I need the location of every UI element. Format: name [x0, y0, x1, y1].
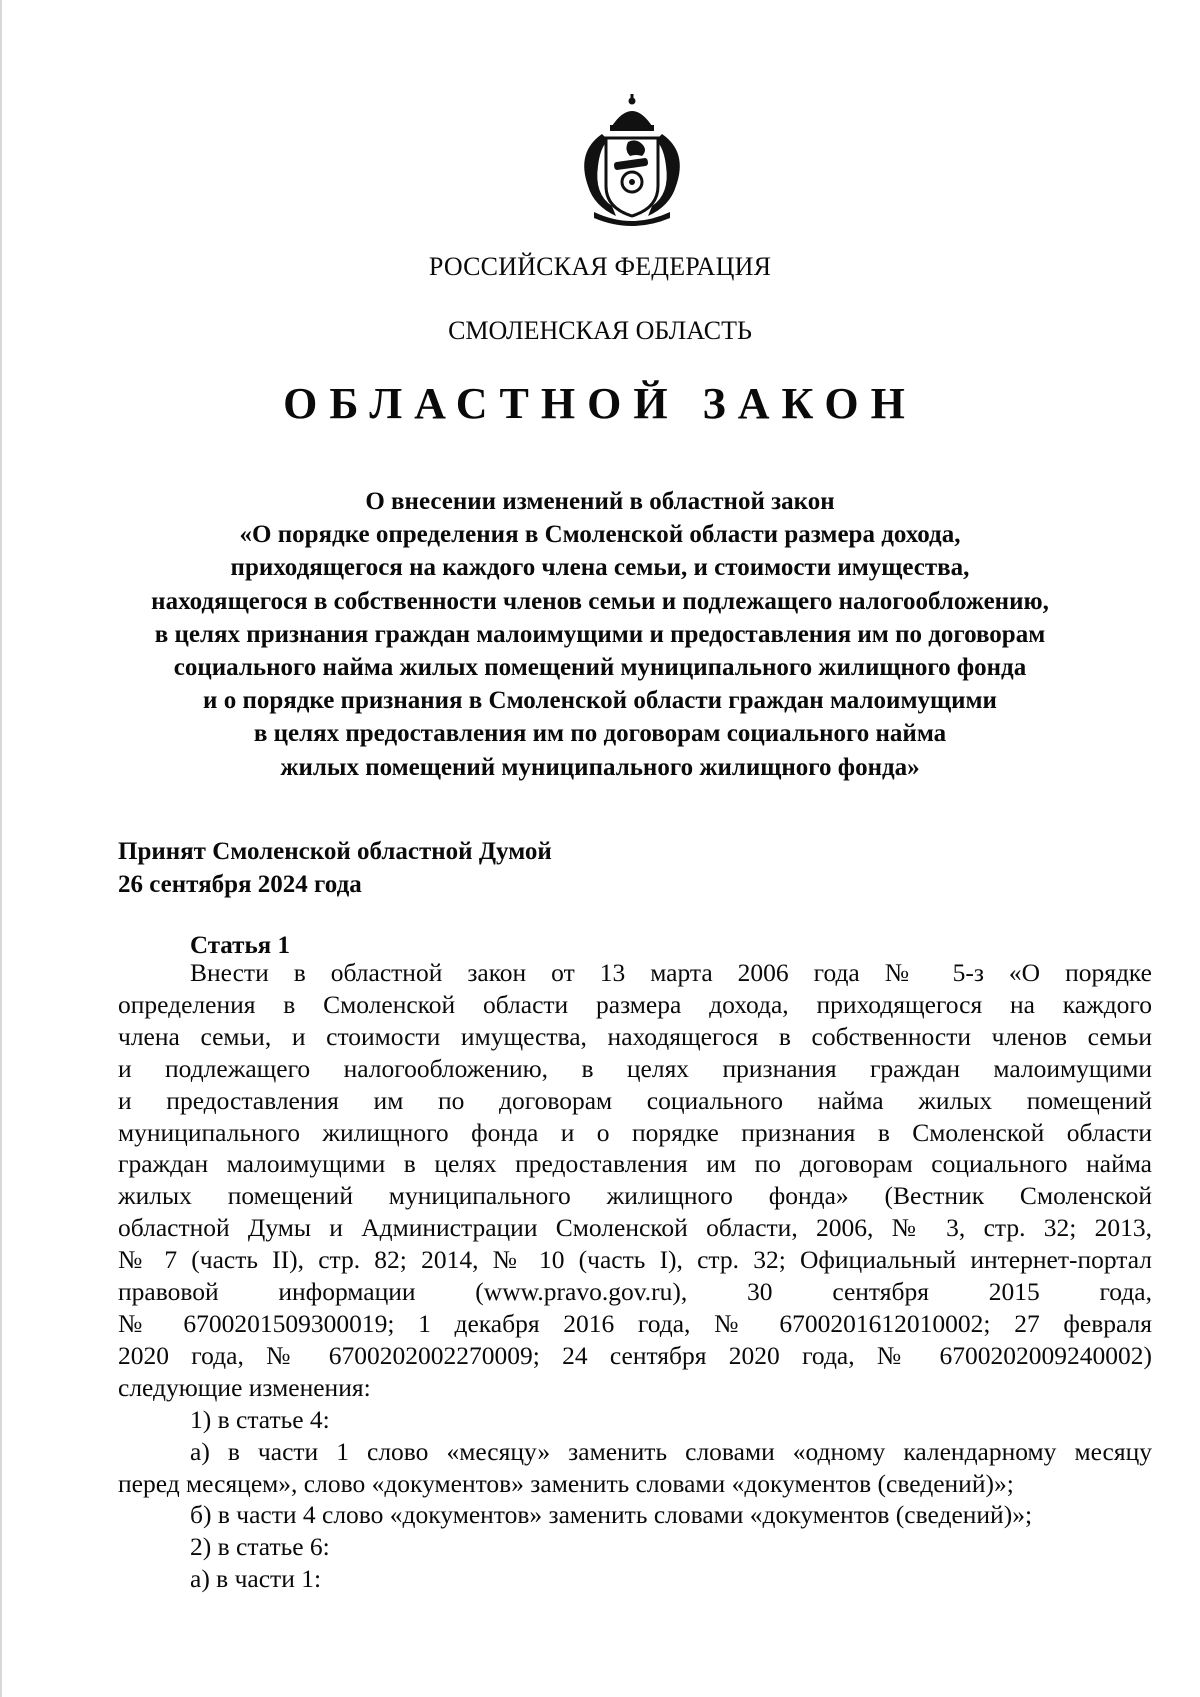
law-title-line: находящегося в собственности членов семьи и подлежащего налогообложению, — [151, 587, 1049, 615]
law-title-line: и о порядке признания в Смоленской области граждан малоимущими — [203, 687, 997, 715]
paragraph-line: Внести в областной закон от 13 марта 2006 года № 5-з «О порядке — [190, 958, 1152, 987]
adoption-note — [118, 835, 552, 901]
law-title-line: «О порядке определения в Смоленской области размера дохода, — [239, 521, 961, 549]
region-name: СМОЛЕНСКАЯ ОБЛАСТЬ — [448, 316, 752, 345]
law-title-line: в целях признания граждан малоимущими и предоставления им по договорам — [154, 620, 1046, 648]
law-title-line: в целях предоставления им по договорам социального найма — [253, 720, 947, 748]
paragraph-line: и подлежащего налогообложению, в целях признания граждан малоимущими — [118, 1053, 1152, 1083]
smolensk-coat-of-arms-icon — [572, 94, 692, 229]
document-type-heading: ОБЛАСТНОЙ ЗАКОН — [283, 379, 917, 428]
paragraph-line: муниципального жилищного фонда и о порядке признания в Смоленской области — [118, 1117, 1152, 1147]
paragraph-line: областной Думы и Администрации Смоленской области, 2006, № 3, стр. 32; 2013, — [118, 1213, 1152, 1243]
country-name: РОССИЙСКАЯ ФЕДЕРАЦИЯ — [428, 252, 772, 281]
amendment-item: а) в части 1 слово «месяцу» заменить словами «одному календарному месяцу — [190, 1436, 1152, 1466]
paragraph-line: определения в Смоленской области размера дохода, приходящегося на каждого — [118, 989, 1152, 1019]
law-title — [100, 485, 1100, 784]
paragraph-line: правовой информации (www.pravo.gov.ru), 30 сентября 2015 года, — [118, 1277, 1152, 1307]
amendment-item: а) в части 1: — [190, 1564, 322, 1594]
paragraph-line: и предоставления им по договорам социального найма жилых помещений — [118, 1085, 1152, 1115]
paragraph-line: № 6700201509300019; 1 декабря 2016 года, № 6700201612010002; 27 февраля — [118, 1308, 1152, 1338]
paragraph-line: следующие изменения: — [118, 1372, 371, 1402]
amendment-item: 1) в статье 4: — [190, 1404, 330, 1434]
paragraph-line: № 7 (часть II), стр. 82; 2014, № 10 (часть I), стр. 32; Официальный интернет-портал — [118, 1245, 1152, 1275]
adoption-date: 26 сентября 2024 года — [118, 871, 362, 898]
amendment-item: 2) в статье 6: — [190, 1532, 330, 1562]
paragraph-line: члена семьи, и стоимости имущества, находящегося в собственности членов семьи — [118, 1021, 1152, 1051]
amendment-item: б) в части 4 слово «документов» заменить словами «документов (сведений)»; — [190, 1500, 1033, 1530]
law-title-line: приходящегося на каждого члена семьи, и стоимости имущества, — [230, 554, 970, 582]
paragraph-line: жилых помещений муниципального жилищного фонда» (Вестник Смоленской — [118, 1181, 1152, 1211]
law-title-line: О внесении изменений в областной закон — [365, 488, 835, 515]
amendment-item: перед месяцем», слово «документов» заменить словами «документов (сведений)»; — [118, 1468, 1014, 1498]
article-body — [118, 957, 1152, 1595]
adoption-body: Принят Смоленской областной Думой — [118, 838, 552, 865]
paragraph-line: граждан малоимущими в целях предоставления им по договорам социального найма — [118, 1149, 1152, 1179]
paragraph-line: 2020 года, № 6700202002270009; 24 сентября 2020 года, № 6700202009240002) — [118, 1340, 1152, 1370]
law-title-line: социального найма жилых помещений муниципального жилищного фонда — [173, 654, 1027, 682]
article-heading: Статья 1 — [190, 932, 290, 959]
law-title-line: жилых помещений муниципального жилищного фонда» — [280, 753, 920, 781]
